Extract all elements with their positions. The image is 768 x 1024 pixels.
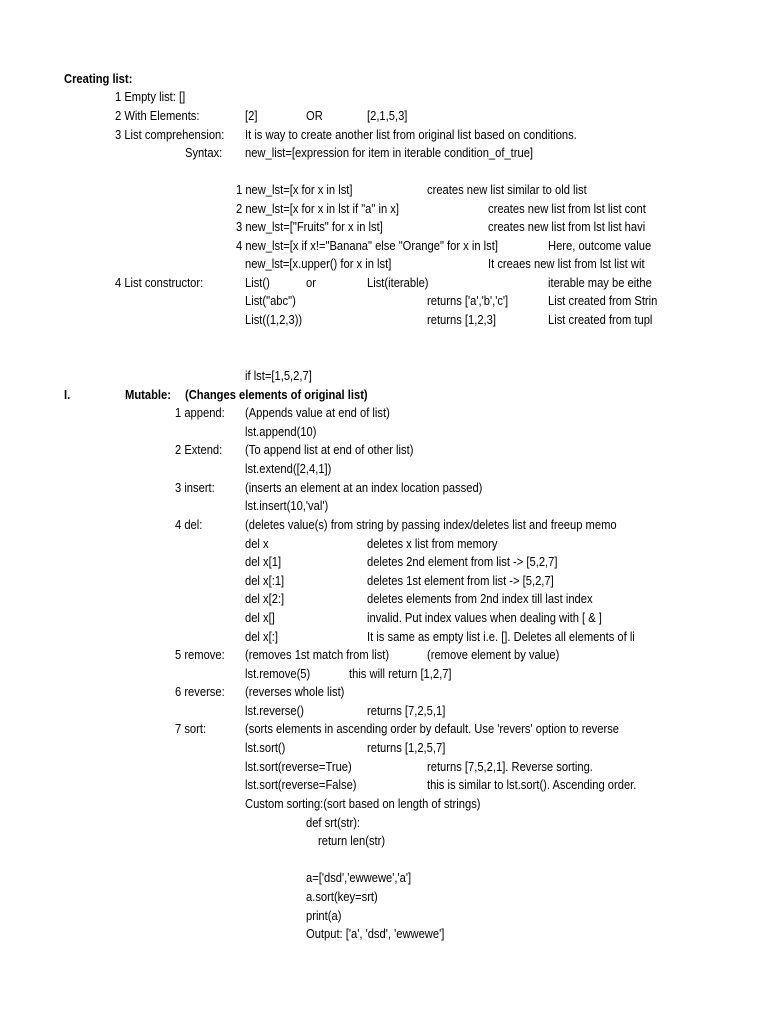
text-line xyxy=(0,776,768,794)
cell-text: List() xyxy=(245,275,270,290)
text-line xyxy=(0,404,768,422)
text-line xyxy=(0,516,768,534)
cell-text: 2 new_lst=[x for x in lst if "a" in x] xyxy=(236,201,399,216)
text-line xyxy=(0,367,768,385)
cell-text: creates new list from lst list cont xyxy=(488,201,646,216)
cell-text: deletes elements from 2nd index till last index xyxy=(367,591,593,606)
cell-text: Syntax: xyxy=(185,145,223,160)
cell-text: Output: ['a', 'dsd', 'ewwewe'] xyxy=(306,926,445,941)
text-line xyxy=(0,423,768,441)
cell-text: del x[:1] xyxy=(245,573,285,588)
cell-text: this will return [1,2,7] xyxy=(349,666,452,681)
cell-text: It creaes new list from lst list wit xyxy=(488,256,645,271)
text-line xyxy=(0,292,768,310)
text-line xyxy=(0,200,768,218)
cell-text: new_list=[expression for item in iterable condition_of_true] xyxy=(245,145,534,160)
cell-text: Here, outcome value xyxy=(548,238,652,253)
text-line xyxy=(0,107,768,125)
cell-text: Creating list: xyxy=(64,71,133,86)
cell-text: lst.extend([2,4,1]) xyxy=(245,461,332,476)
text-line xyxy=(0,311,768,329)
text-line xyxy=(0,665,768,683)
cell-text: lst.sort(reverse=True) xyxy=(245,759,352,774)
cell-text: returns [1,2,5,7] xyxy=(367,740,446,755)
text-line xyxy=(0,628,768,646)
cell-text: deletes x list from memory xyxy=(367,536,498,551)
text-line xyxy=(0,144,768,162)
cell-text: def srt(str): xyxy=(306,815,361,830)
text-line xyxy=(0,925,768,943)
cell-text: (inserts an element at an index location passed) xyxy=(245,480,483,495)
cell-text: lst.remove(5) xyxy=(245,666,311,681)
cell-text: deletes 2nd element from list -> [5,2,7] xyxy=(367,554,558,569)
cell-text: (sorts elements in ascending order by default. Use 'revers' option to reverse xyxy=(245,721,620,736)
cell-text: List created from tupl xyxy=(548,312,653,327)
cell-text: returns ['a','b','c'] xyxy=(427,293,509,308)
cell-text: del x[] xyxy=(245,610,275,625)
cell-text: OR xyxy=(306,108,323,123)
cell-text: 3 insert: xyxy=(175,480,215,495)
cell-text: lst.insert(10,'val') xyxy=(245,498,329,513)
text-line xyxy=(0,553,768,571)
cell-text: invalid. Put index values when dealing with [ & ] xyxy=(367,610,602,625)
cell-text: returns [1,2,3] xyxy=(427,312,496,327)
cell-text: (Appends value at end of list) xyxy=(245,405,390,420)
cell-text: a.sort(key=srt) xyxy=(306,889,378,904)
cell-text: creates new list from lst list havi xyxy=(488,219,646,234)
text-line xyxy=(0,869,768,887)
cell-text: this is similar to lst.sort(). Ascending order. xyxy=(427,777,637,792)
cell-text: del x xyxy=(245,536,269,551)
text-line xyxy=(0,888,768,906)
text-line xyxy=(0,795,768,813)
cell-text: del x[:] xyxy=(245,629,278,644)
cell-text: It is way to create another list from original list based on conditions. xyxy=(245,127,577,142)
cell-text: It is same as empty list i.e. []. Deletes all elements of li xyxy=(367,629,635,644)
text-line xyxy=(0,181,768,199)
cell-text: 7 sort: xyxy=(175,721,207,736)
text-line xyxy=(0,683,768,701)
text-line xyxy=(0,590,768,608)
cell-text: 1 Empty list: [] xyxy=(115,89,186,104)
text-line xyxy=(0,907,768,925)
text-line xyxy=(0,460,768,478)
cell-text: [2,1,5,3] xyxy=(367,108,408,123)
cell-text: 5 remove: xyxy=(175,647,225,662)
cell-text: returns [7,5,2,1]. Reverse sorting. xyxy=(427,759,593,774)
cell-text: List((1,2,3)) xyxy=(245,312,303,327)
cell-text: lst.append(10) xyxy=(245,424,317,439)
cell-text: Mutable: xyxy=(125,387,171,402)
cell-text: List created from Strin xyxy=(548,293,658,308)
text-line xyxy=(0,758,768,776)
text-line xyxy=(0,497,768,515)
text-line xyxy=(0,814,768,832)
text-line xyxy=(0,535,768,553)
text-line xyxy=(0,218,768,236)
cell-text: 4 List constructor: xyxy=(115,275,204,290)
cell-text: 4 del: xyxy=(175,517,203,532)
cell-text: (To append list at end of other list) xyxy=(245,442,414,457)
cell-text: a=['dsd','ewwewe','a'] xyxy=(306,870,412,885)
text-line xyxy=(0,609,768,627)
text-line xyxy=(0,386,768,404)
cell-text: List(iterable) xyxy=(367,275,429,290)
cell-text: print(a) xyxy=(306,908,342,923)
cell-text: or xyxy=(306,275,316,290)
cell-text: if lst=[1,5,2,7] xyxy=(245,368,312,383)
text-line xyxy=(0,646,768,664)
cell-text: List("abc") xyxy=(245,293,296,308)
cell-text: (deletes value(s) from string by passing index/deletes list and freeup memo xyxy=(245,517,617,532)
cell-text: 2 Extend: xyxy=(175,442,223,457)
cell-text: return len(str) xyxy=(318,833,386,848)
cell-text: 4 new_lst=[x if x!="Banana" else "Orange" for x in lst] xyxy=(236,238,498,253)
text-line xyxy=(0,851,768,869)
cell-text: del x[1] xyxy=(245,554,282,569)
text-line xyxy=(0,255,768,273)
cell-text: 1 new_lst=[x for x in lst] xyxy=(236,182,353,197)
cell-text: 3 new_lst=["Fruits" for x in lst] xyxy=(236,219,383,234)
text-line xyxy=(0,162,768,180)
text-line xyxy=(0,126,768,144)
cell-text: creates new list similar to old list xyxy=(427,182,587,197)
cell-text: [2] xyxy=(245,108,258,123)
cell-text: deletes 1st element from list -> [5,2,7] xyxy=(367,573,554,588)
cell-text: (removes 1st match from list) xyxy=(245,647,390,662)
text-line xyxy=(0,720,768,738)
cell-text: lst.sort(reverse=False) xyxy=(245,777,357,792)
text-line xyxy=(0,237,768,255)
text-line xyxy=(0,479,768,497)
cell-text: 6 reverse: xyxy=(175,684,225,699)
text-line xyxy=(0,702,768,720)
text-line xyxy=(0,330,768,348)
cell-text: del x[2:] xyxy=(245,591,285,606)
cell-text: 2 With Elements: xyxy=(115,108,200,123)
cell-text: lst.sort() xyxy=(245,740,286,755)
cell-text: (reverses whole list) xyxy=(245,684,345,699)
text-line xyxy=(0,832,768,850)
text-line xyxy=(0,274,768,292)
cell-text: lst.reverse() xyxy=(245,703,305,718)
text-line xyxy=(0,572,768,590)
cell-text: (remove element by value) xyxy=(427,647,560,662)
text-line xyxy=(0,88,768,106)
cell-text: 3 List comprehension: xyxy=(115,127,225,142)
text-line xyxy=(0,739,768,757)
cell-text: I. xyxy=(64,387,71,402)
cell-text: new_lst=[x.upper() for x in lst] xyxy=(245,256,392,271)
text-line xyxy=(0,441,768,459)
cell-text: Custom sorting:(sort based on length of strings) xyxy=(245,796,481,811)
cell-text: iterable may be eithe xyxy=(548,275,652,290)
cell-text: returns [7,2,5,1] xyxy=(367,703,446,718)
cell-text: 1 append: xyxy=(175,405,225,420)
text-line xyxy=(0,70,768,88)
cell-text: (Changes elements of original list) xyxy=(185,387,368,402)
